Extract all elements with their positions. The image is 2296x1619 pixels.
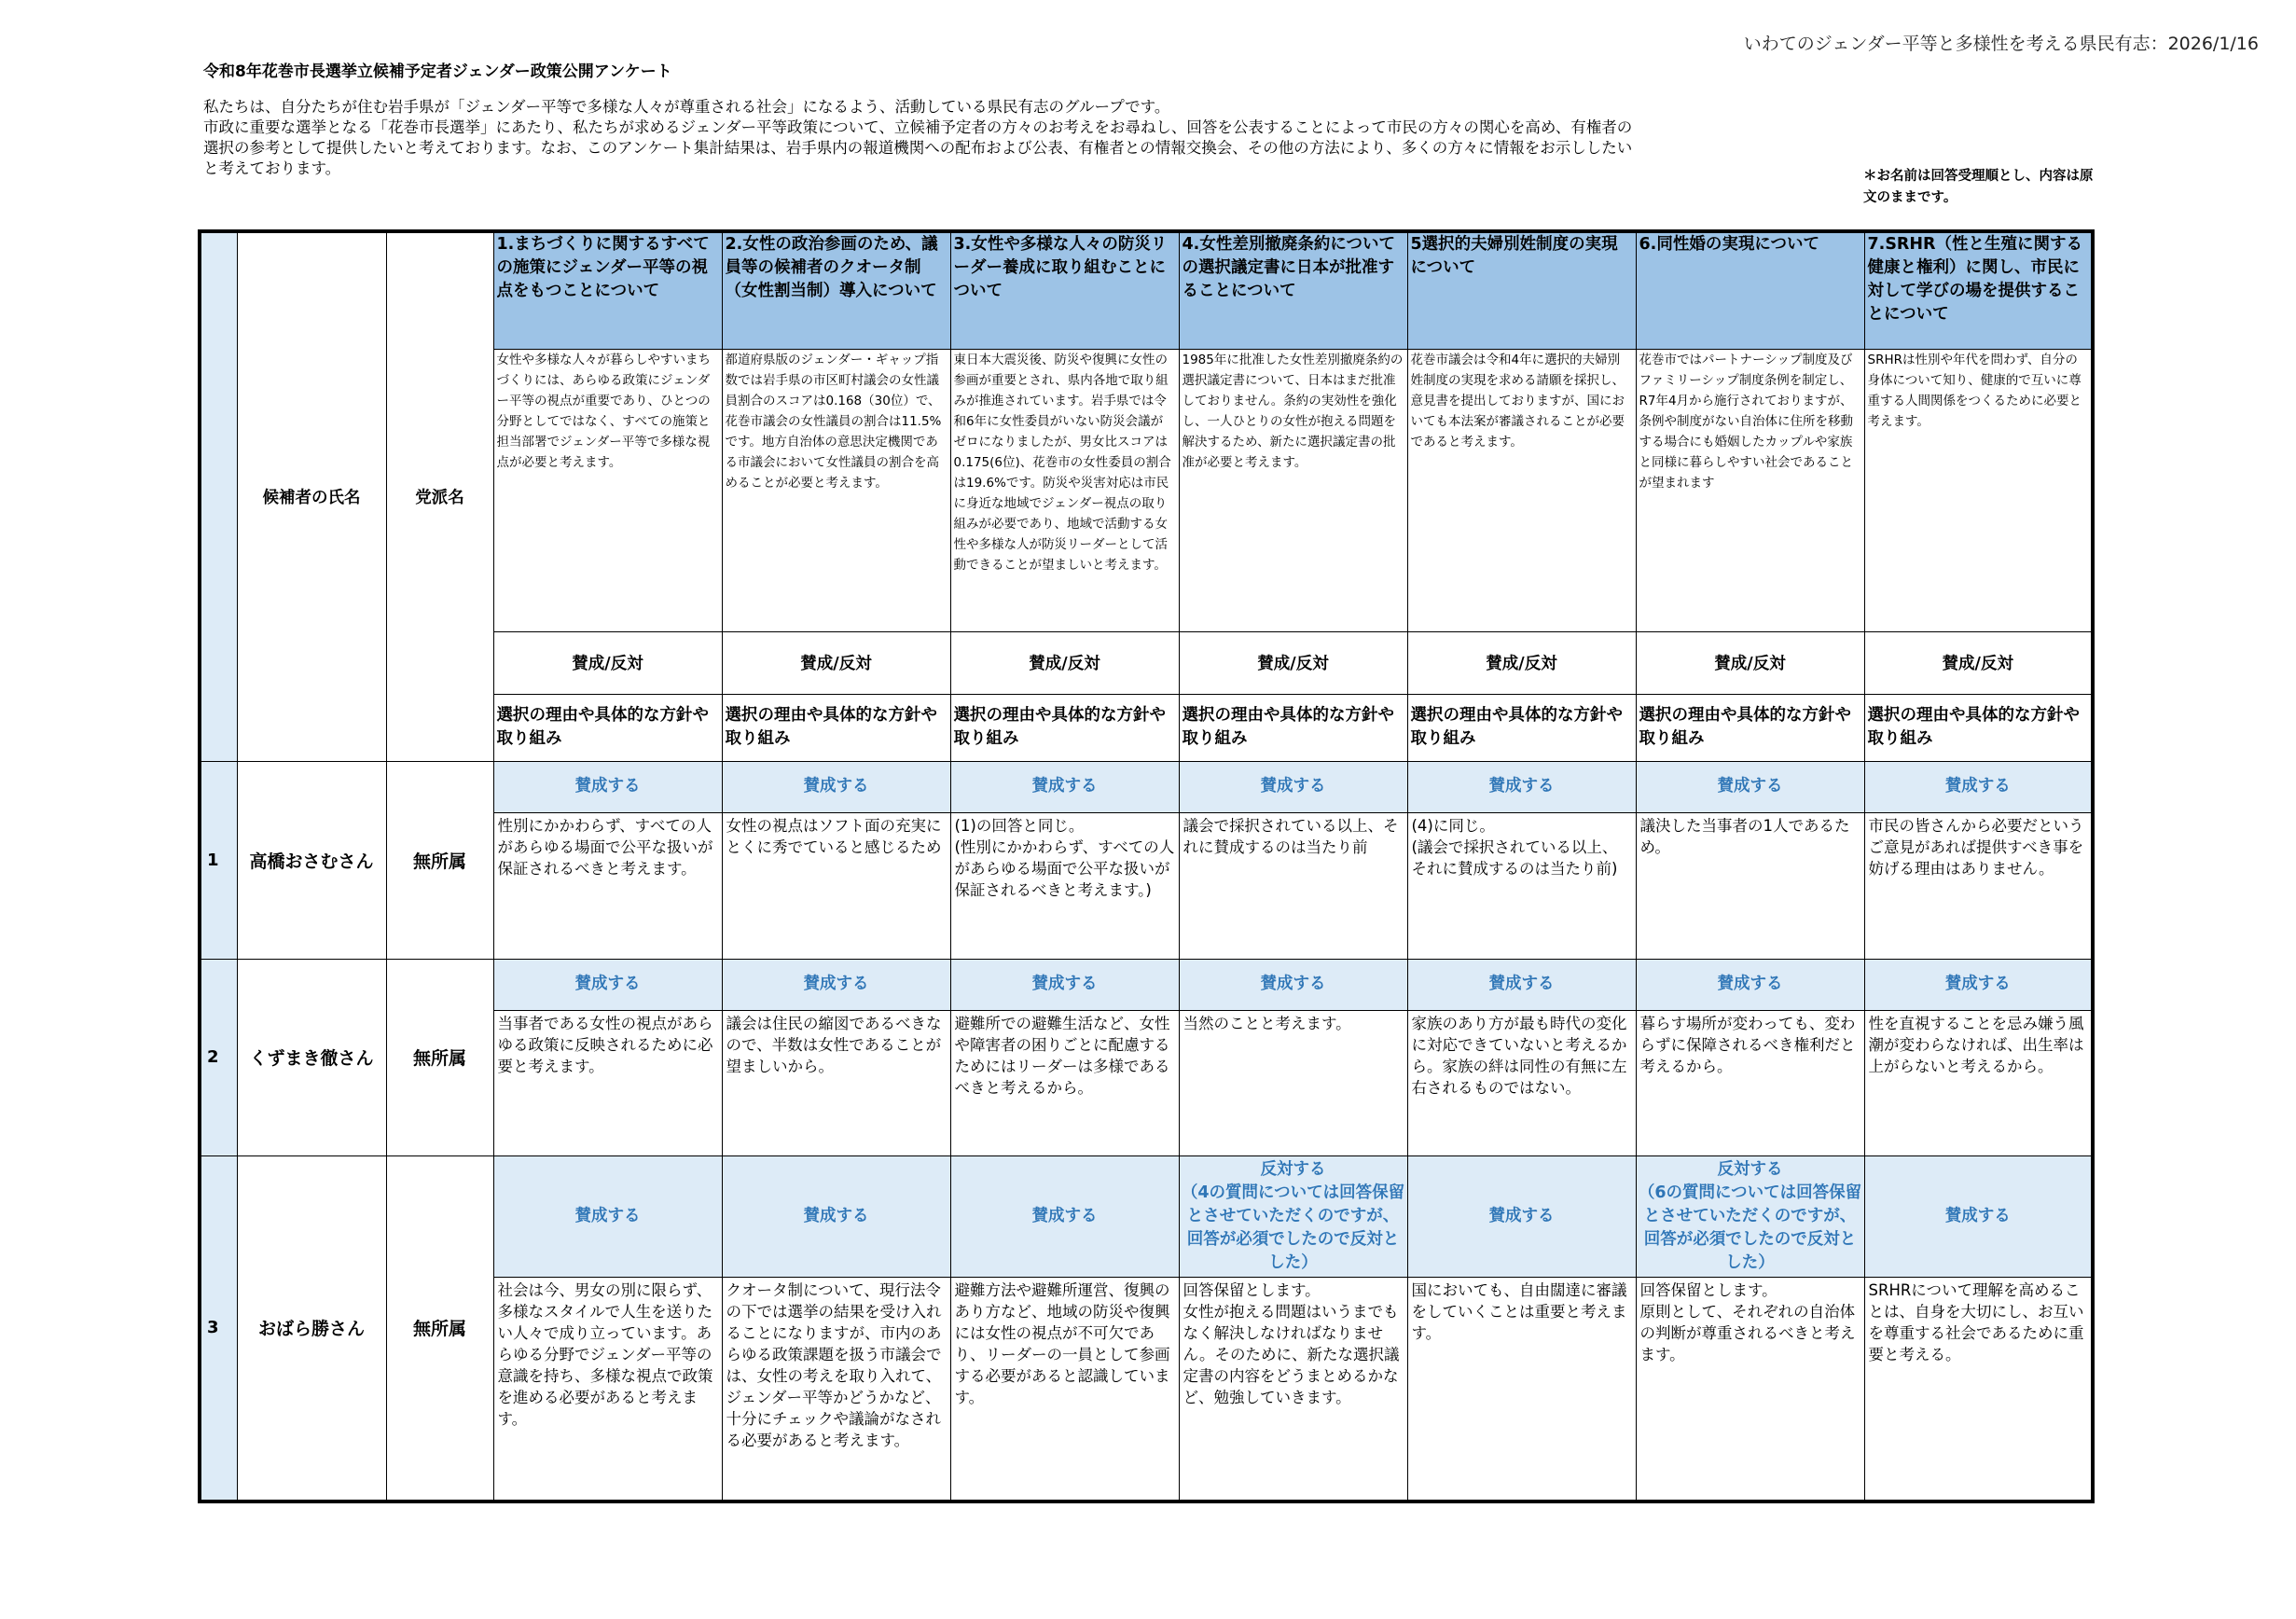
reason-answer: 避難方法や避難所運営、復興のあり方など、地域の防災や復興には女性の視点が不可欠であり、リーダーの一員として参画する必要があると認識しています。 bbox=[950, 1277, 1179, 1501]
intro-paragraph-1: 私たちは、自分たちが住む岩手県が「ジェンダー平等で多様な人々が尊重される社会」になるよう、活動している県民有志のグループです。 bbox=[203, 98, 1170, 116]
document-title: 令和8年花巻市長選挙立候補予定者ジェンダー政策公開アンケート bbox=[203, 62, 672, 81]
question-title: 2.女性の政治参画のため、議員等の候補者のクオータ制（女性割当制）導入について bbox=[722, 231, 950, 349]
candidate-party: 無所属 bbox=[386, 1155, 493, 1501]
number-column-header bbox=[200, 231, 237, 761]
reason-answer: 市民の皆さんから必要だというご意見があれば提供すべき事を妨げる理由はありません。 bbox=[1864, 812, 2093, 959]
reason-label: 選択の理由や具体的な方針や取り組み bbox=[950, 694, 1179, 761]
stance-answer: 賛成する bbox=[722, 1155, 950, 1277]
stance-answer: 賛成する bbox=[1179, 959, 1407, 1010]
reason-answer: 国においても、自由闊達に審議をしていくことは重要と考えます。 bbox=[1407, 1277, 1636, 1501]
reason-answer: (4)に同じ。 (議会で採択されている以上、それに賛成するのは当たり前) bbox=[1407, 812, 1636, 959]
question-description: 東日本大震災後、防災や復興に女性の参画が重要とされ、県内各地で取り組みが推進されています。岩手県では令和6年に女性委員がいない防災会議がゼロになりましたが、男女比スコアは0.175(6位)、花巻市の女性委員の割合は19.6%です。防災や災害対応は市民に身近な地域でジェンダー視点の取り組みが必要であり、地域で活動する女性や多様な人が防災リーダーとして活動できることが望ましいと考えます。 bbox=[950, 349, 1179, 631]
question-description: 花巻市議会は令和4年に選択的夫婦別姓制度の実現を求める請願を採択し、意見書を提出しておりますが、国においても本法案が審議されることが必要であると考えます。 bbox=[1407, 349, 1636, 631]
reason-answer: 回答保留とします。 原則として、それぞれの自治体の判断が尊重されるべきと考えます。 bbox=[1636, 1277, 1864, 1501]
reason-answer: 議会は住民の縮図であるべきなので、半数は女性であることが望ましいから。 bbox=[722, 1010, 950, 1155]
question-title: 5選択的夫婦別姓制度の実現について bbox=[1407, 231, 1636, 349]
party-header: 党派名 bbox=[386, 231, 493, 761]
reason-label: 選択の理由や具体的な方針や取り組み bbox=[493, 694, 722, 761]
note-text: ＊お名前は回答受理順とし、内容は原文のままです。 bbox=[1863, 169, 2094, 205]
question-title: 1.まちづくりに関するすべての施策にジェンダー平等の視点をもつことについて bbox=[493, 231, 722, 349]
question-title: 4.女性差別撤廃条約についての選択議定書に日本が批准することについて bbox=[1179, 231, 1407, 349]
question-title: 7.SRHR（性と生殖に関する健康と権利）に関し、市民に対して学びの場を提供することについて bbox=[1864, 231, 2093, 349]
stance-answer: 賛成する bbox=[493, 1155, 722, 1277]
stance-answer: 賛成する bbox=[1636, 761, 1864, 812]
candidate-name: 高橋おさむさん bbox=[237, 761, 386, 959]
reason-answer: クオータ制について、現行法令の下では選挙の結果を受け入れることになりますが、市内のあらゆる政策課題を扱う市議会では、女性の考えを取り入れて、ジェンダー平等かどうかなど、十分にチェックや議論がなされる必要があると考えます。 bbox=[722, 1277, 950, 1501]
intro-paragraph-2: 市政に重要な選挙となる「花巻市長選挙」にあたり、私たちが求めるジェンダー平等政策について、立候補予定者の方々のお考えをお尋ねし、回答を公表することによって市民の方々の関心を高め、有権者の選択の参考として提供したいと考えております。なお、このアンケート集計結果は、岩手県内の報道機関への配布および公表、有権者との情報交換会、その他の方法により、多くの方々に情報をお示ししたいと考えております。 bbox=[203, 118, 1633, 177]
question-title-row bbox=[200, 231, 2093, 349]
question-title: 3.女性や多様な人々の防災リーダー養成に取り組むことについて bbox=[950, 231, 1179, 349]
reason-answer: SRHRについて理解を高めることは、自身を大切にし、お互いを尊重する社会であるために重要と考える。 bbox=[1864, 1277, 2093, 1501]
reason-answer: 性を直視することを忌み嫌う風潮が変わらなければ、出生率は上がらないと考えるから。 bbox=[1864, 1010, 2093, 1155]
stance-answer: 賛成する bbox=[493, 959, 722, 1010]
reason-answer: 議会で採択されている以上、それに賛成するのは当たり前 bbox=[1179, 812, 1407, 959]
question-title: 6.同性婚の実現について bbox=[1636, 231, 1864, 349]
reason-label: 選択の理由や具体的な方針や取り組み bbox=[1179, 694, 1407, 761]
stance-label: 賛成/反対 bbox=[1407, 631, 1636, 694]
question-description: 1985年に批准した女性差別撤廃条約の選択議定書について、日本はまだ批准しておりません。条約の実効性を強化し、一人ひとりの女性が抱える問題を解決するため、新たに選択議定書の批准が必要と考えます。 bbox=[1179, 349, 1407, 631]
stance-answer: 賛成する bbox=[950, 761, 1179, 812]
stance-answer: 賛成する bbox=[722, 761, 950, 812]
question-description: 花巻市ではパートナーシップ制度及びファミリーシップ制度条例を制定し、R7年4月から施行されておりますが、条例や制度がない自治体に住所を移動する場合にも婚姻したカップルや家族と同様に暮らしやすい社会であることが望まれます bbox=[1636, 349, 1864, 631]
candidate-number: 3 bbox=[200, 1155, 237, 1501]
reason-answer: (1)の回答と同じ。 (性別にかかわらず、すべての人があらゆる場面で公平な扱いが保証されるべきと考えます。) bbox=[950, 812, 1179, 959]
candidate-party: 無所属 bbox=[386, 959, 493, 1155]
stance-answer: 賛成する bbox=[1407, 1155, 1636, 1277]
reason-answer: 暮らす場所が変わっても、変わらずに保障されるべき権利だと考えるから。 bbox=[1636, 1010, 1864, 1155]
stance-answer: 反対する （6の質問については回答保留とさせていただくのですが、回答が必須でしたので反対とした） bbox=[1636, 1155, 1864, 1277]
reason-answer: 社会は今、男女の別に限らず、多様なスタイルで人生を送りたい人々で成り立っています。あらゆる分野でジェンダー平等の意識を持ち、多様な視点で政策を進める必要があると考えます。 bbox=[493, 1277, 722, 1501]
question-description: SRHRは性別や年代を問わず、自分の身体について知り、健康的で互いに尊重する人間関係をつくるために必要と考えます。 bbox=[1864, 349, 2093, 631]
stance-label: 賛成/反対 bbox=[1179, 631, 1407, 694]
candidate-stance-row bbox=[200, 1155, 2093, 1277]
reason-label: 選択の理由や具体的な方針や取り組み bbox=[1864, 694, 2093, 761]
reason-answer: 回答保留とします。 女性が抱える問題はいうまでもなく解決しなければなりません。そのために、新たな選択議定書の内容をどうまとめるかなど、勉強していきます。 bbox=[1179, 1277, 1407, 1501]
organization-date: いわてのジェンダー平等と多様性を考える県民有志：2026/1/16 bbox=[1743, 34, 2259, 54]
candidate-party: 無所属 bbox=[386, 761, 493, 959]
survey-table bbox=[198, 229, 2095, 1503]
candidate-name: くずまき徹さん bbox=[237, 959, 386, 1155]
stance-label: 賛成/反対 bbox=[493, 631, 722, 694]
stance-answer: 賛成する bbox=[1864, 1155, 2093, 1277]
candidate-number: 2 bbox=[200, 959, 237, 1155]
reason-answer: 避難所での避難生活など、女性や障害者の困りごとに配慮するためにはリーダーは多様であるべきと考えるから。 bbox=[950, 1010, 1179, 1155]
question-description: 都道府県版のジェンダー・ギャップ指数では岩手県の市区町村議会の女性議員割合のスコアは0.168（30位）で、花巻市議会の女性議員の割合は11.5%です。地方自治体の意思決定機関である市議会において女性議員の割合を高めることが必要と考えます。 bbox=[722, 349, 950, 631]
reason-answer: 性別にかかわらず、すべての人があらゆる場面で公平な扱いが保証されるべきと考えます。 bbox=[493, 812, 722, 959]
candidate-number: 1 bbox=[200, 761, 237, 959]
stance-answer: 賛成する bbox=[950, 1155, 1179, 1277]
reason-answer: 議決した当事者の1人であるため。 bbox=[1636, 812, 1864, 959]
reason-answer: 当事者である女性の視点があらゆる政策に反映されるために必要と考えます。 bbox=[493, 1010, 722, 1155]
stance-answer: 賛成する bbox=[1636, 959, 1864, 1010]
intro-text bbox=[203, 97, 1639, 179]
stance-answer: 賛成する bbox=[722, 959, 950, 1010]
candidate-stance-row bbox=[200, 959, 2093, 1010]
reason-answer: 女性の視点はソフト面の充実にとくに秀でていると感じるため bbox=[722, 812, 950, 959]
stance-answer: 反対する （4の質問については回答保留とさせていただくのですが、回答が必須でしたので反対とした） bbox=[1179, 1155, 1407, 1277]
reason-label: 選択の理由や具体的な方針や取り組み bbox=[722, 694, 950, 761]
stance-answer: 賛成する bbox=[950, 959, 1179, 1010]
stance-answer: 賛成する bbox=[1864, 959, 2093, 1010]
candidate-name-header: 候補者の氏名 bbox=[237, 231, 386, 761]
stance-label: 賛成/反対 bbox=[722, 631, 950, 694]
stance-label: 賛成/反対 bbox=[1864, 631, 2093, 694]
candidate-stance-row bbox=[200, 761, 2093, 812]
reason-answer: 家族のあり方が最も時代の変化に対応できていないと考えるから。家族の絆は同性の有無に左右されるものではない。 bbox=[1407, 1010, 1636, 1155]
stance-answer: 賛成する bbox=[1864, 761, 2093, 812]
stance-answer: 賛成する bbox=[1179, 761, 1407, 812]
stance-label: 賛成/反対 bbox=[950, 631, 1179, 694]
reason-label: 選択の理由や具体的な方針や取り組み bbox=[1636, 694, 1864, 761]
candidate-name: おばら勝さん bbox=[237, 1155, 386, 1501]
reason-label: 選択の理由や具体的な方針や取り組み bbox=[1407, 694, 1636, 761]
stance-answer: 賛成する bbox=[1407, 761, 1636, 812]
stance-answer: 賛成する bbox=[1407, 959, 1636, 1010]
stance-answer: 賛成する bbox=[493, 761, 722, 812]
stance-label: 賛成/反対 bbox=[1636, 631, 1864, 694]
reason-answer: 当然のことと考えます。 bbox=[1179, 1010, 1407, 1155]
question-description: 女性や多様な人々が暮らしやすいまちづくりには、あらゆる政策にジェンダー平等の視点が重要であり、ひとつの分野としてではなく、すべての施策と担当部署でジェンダー平等で多様な視点が必要と考えます。 bbox=[493, 349, 722, 631]
